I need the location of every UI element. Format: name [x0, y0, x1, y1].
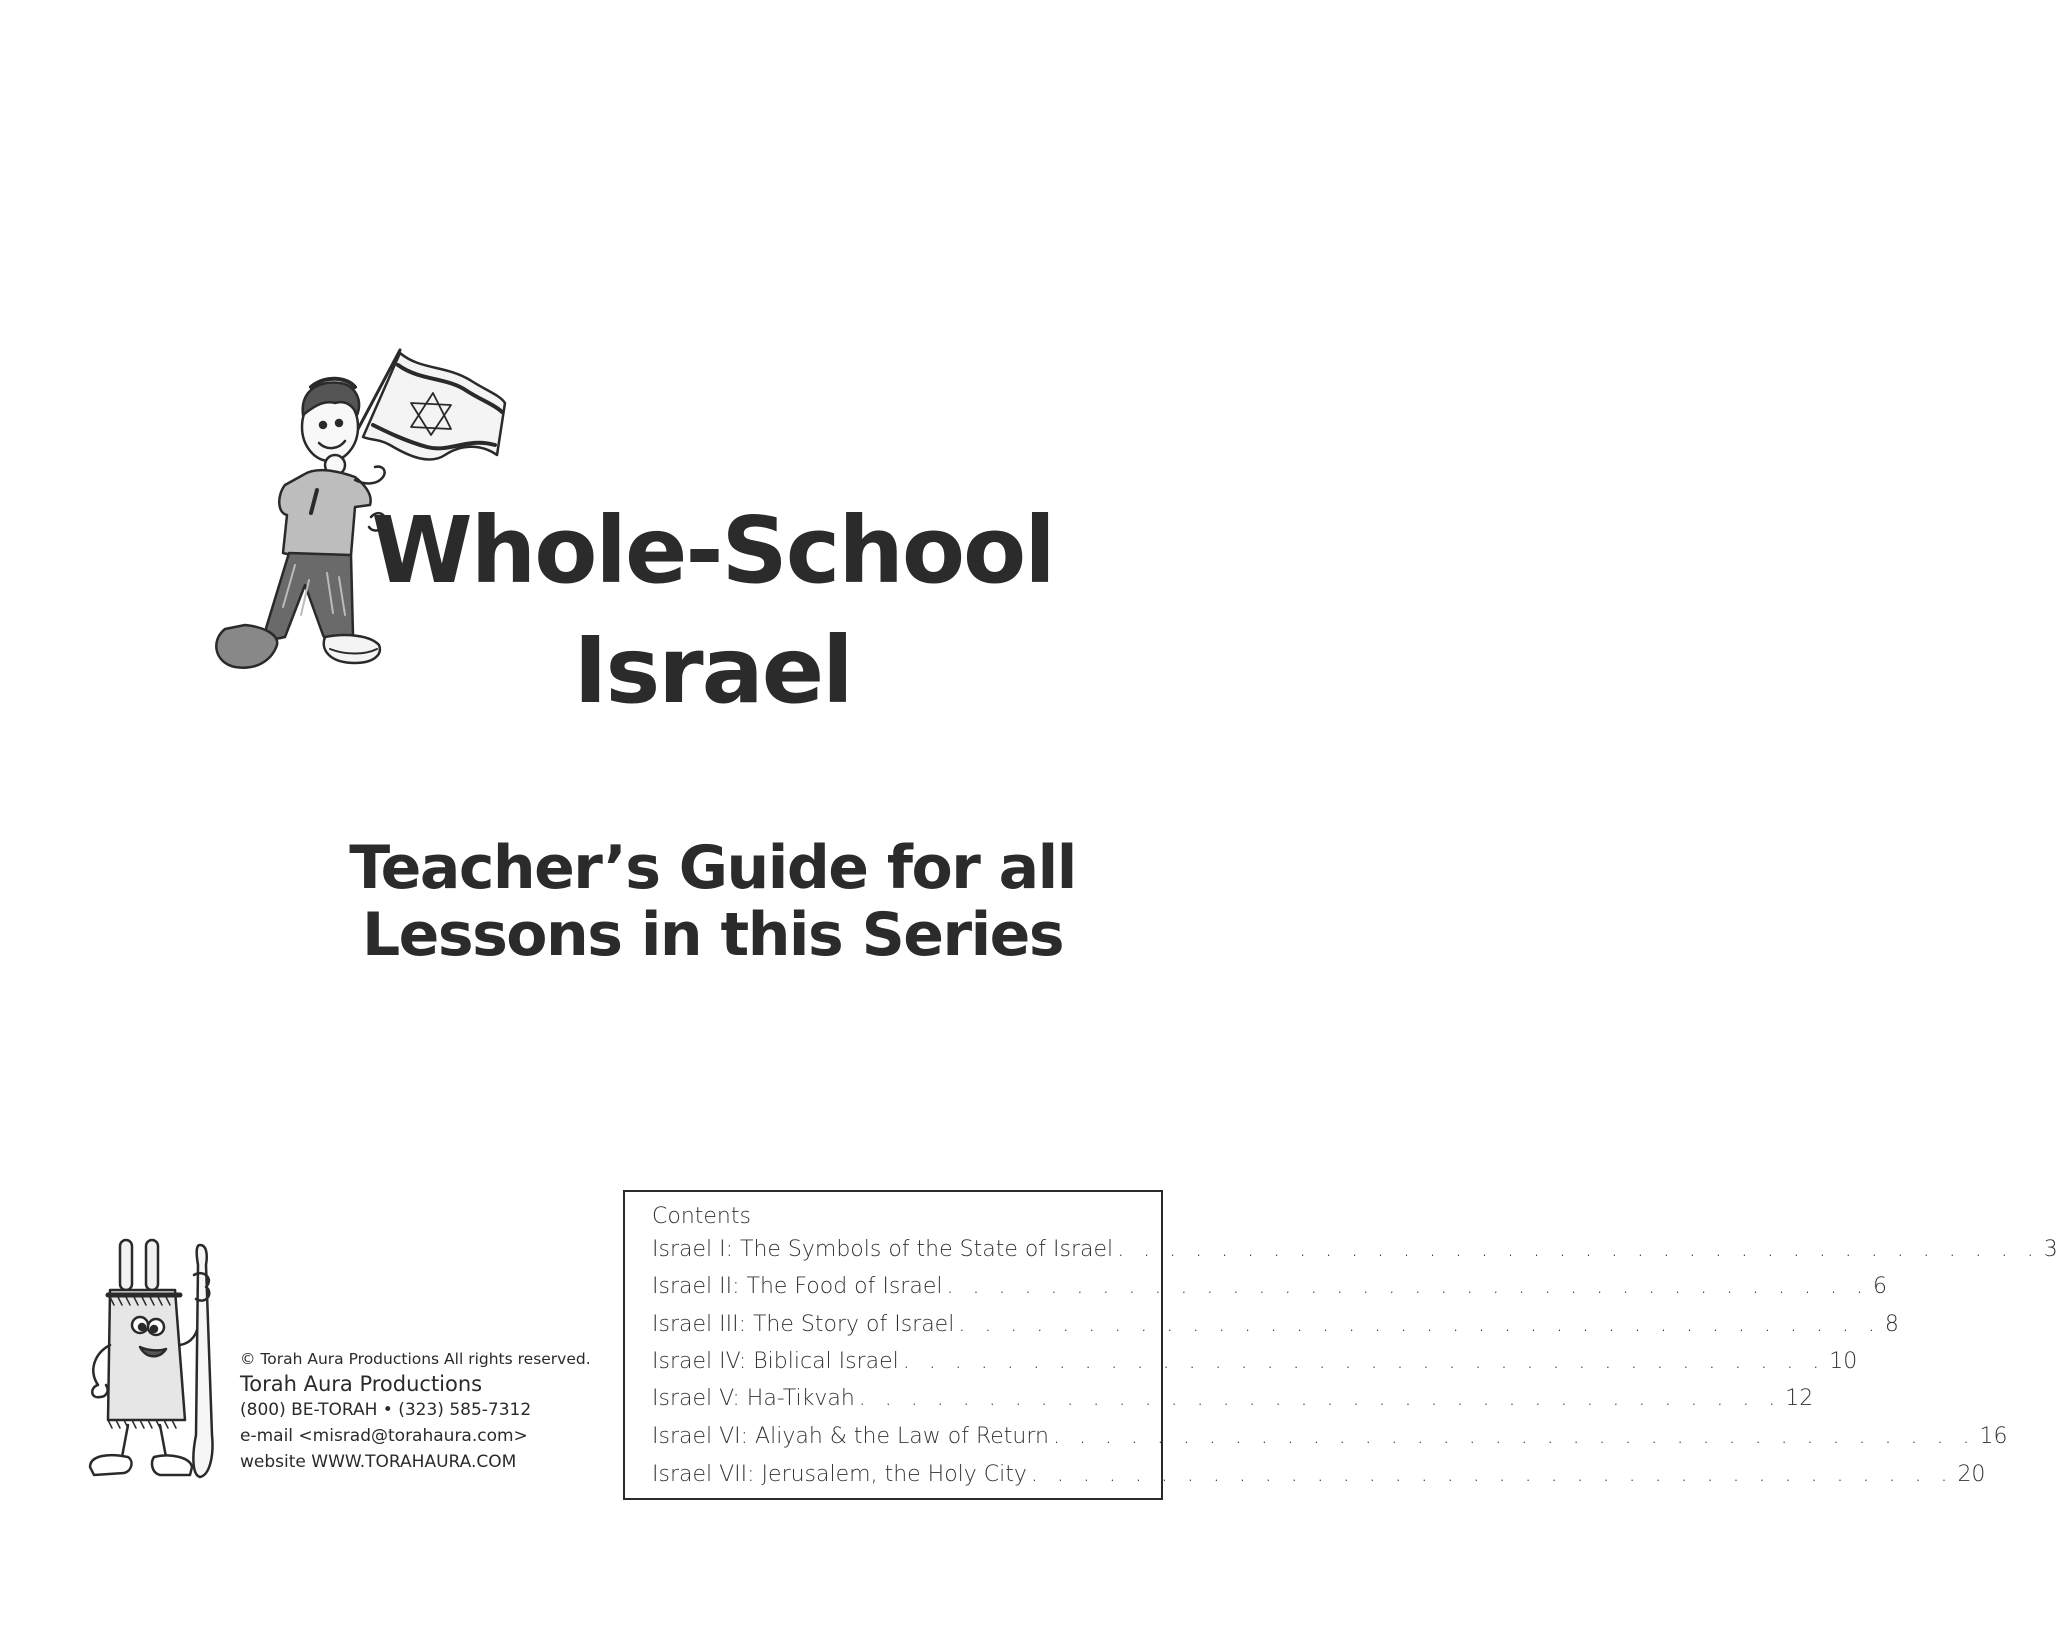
- subtitle-line-1: Teacher’s Guide for all: [349, 833, 1076, 903]
- contents-item-page: 10: [1829, 1349, 1858, 1374]
- contents-item-title: Israel VI: Aliyah & the Law of Return: [652, 1424, 1049, 1449]
- contents-item-leader-dots: . . . . . . . . . . . . . . . . . . . . . . . . . . . . . . . . . . . .: [946, 1274, 1869, 1299]
- contents-item[interactable]: [652, 1386, 1814, 1420]
- contents-heading: Contents: [652, 1204, 751, 1229]
- contents-item-page: 16: [1979, 1424, 2008, 1449]
- publisher-email[interactable]: e-mail <misrad@torahaura.com>: [240, 1426, 528, 1446]
- publisher-phone: (800) BE-TORAH • (323) 585-7312: [240, 1400, 532, 1420]
- contents-item-leader-dots: . . . . . . . . . . . . . . . . . . . . . . . . . . . . . . . . . . . .: [858, 1386, 1782, 1411]
- contents-item-leader-dots: . . . . . . . . . . . . . . . . . . . . . . . . . . . . . . . . . . . .: [1030, 1462, 1954, 1487]
- contents-item[interactable]: [652, 1424, 2008, 1458]
- contents-item-page: 3: [2043, 1237, 2058, 1262]
- copyright-notice: © Torah Aura Productions All rights reserved.: [240, 1350, 591, 1368]
- contents-item-page: 20: [1957, 1462, 1986, 1487]
- contents-item-leader-dots: . . . . . . . . . . . . . . . . . . . . . . . . . . . . . . . . . . . .: [958, 1312, 1881, 1337]
- publisher-name: Torah Aura Productions: [240, 1372, 483, 1396]
- contents-item-leader-dots: . . . . . . . . . . . . . . . . . . . . . . . . . . . . . . . . . . . .: [902, 1349, 1826, 1374]
- contents-box: [623, 1190, 2058, 1500]
- contents-item[interactable]: [652, 1349, 1858, 1383]
- contents-item-title: Israel II: The Food of Israel: [652, 1274, 943, 1299]
- contents-item[interactable]: [652, 1312, 1899, 1346]
- contents-item-page: 12: [1785, 1386, 1814, 1411]
- title-line-1: Whole-School: [371, 497, 1054, 604]
- contents-item-title: Israel IV: Biblical Israel: [652, 1349, 899, 1374]
- contents-item-title: Israel III: The Story of Israel: [652, 1312, 955, 1337]
- contents-item-leader-dots: . . . . . . . . . . . . . . . . . . . . . . . . . . . . . . . . . . . .: [1052, 1424, 1976, 1449]
- contents-item-page: 6: [1873, 1274, 1887, 1299]
- contents-item[interactable]: [652, 1462, 1986, 1496]
- publisher-website[interactable]: website WWW.TORAHAURA.COM: [240, 1452, 517, 1472]
- contents-item-title: Israel I: The Symbols of the State of Israel: [652, 1237, 1114, 1262]
- contents-item-title: Israel V: Ha-Tikvah: [652, 1386, 855, 1411]
- contents-item-leader-dots: . . . . . . . . . . . . . . . . . . . . . . . . . . . . . . . . . . . .: [1117, 1237, 2040, 1262]
- contents-item-title: Israel VII: Jerusalem, the Holy City: [652, 1462, 1027, 1487]
- torah-scroll-mascot-illustration: [80, 1235, 235, 1485]
- subtitle-line-2: Lessons in this Series: [361, 900, 1064, 970]
- contents-item[interactable]: [652, 1237, 2058, 1271]
- contents-item[interactable]: [652, 1274, 1887, 1308]
- contents-item-page: 8: [1884, 1312, 1899, 1337]
- title-line-2: Israel: [573, 617, 852, 724]
